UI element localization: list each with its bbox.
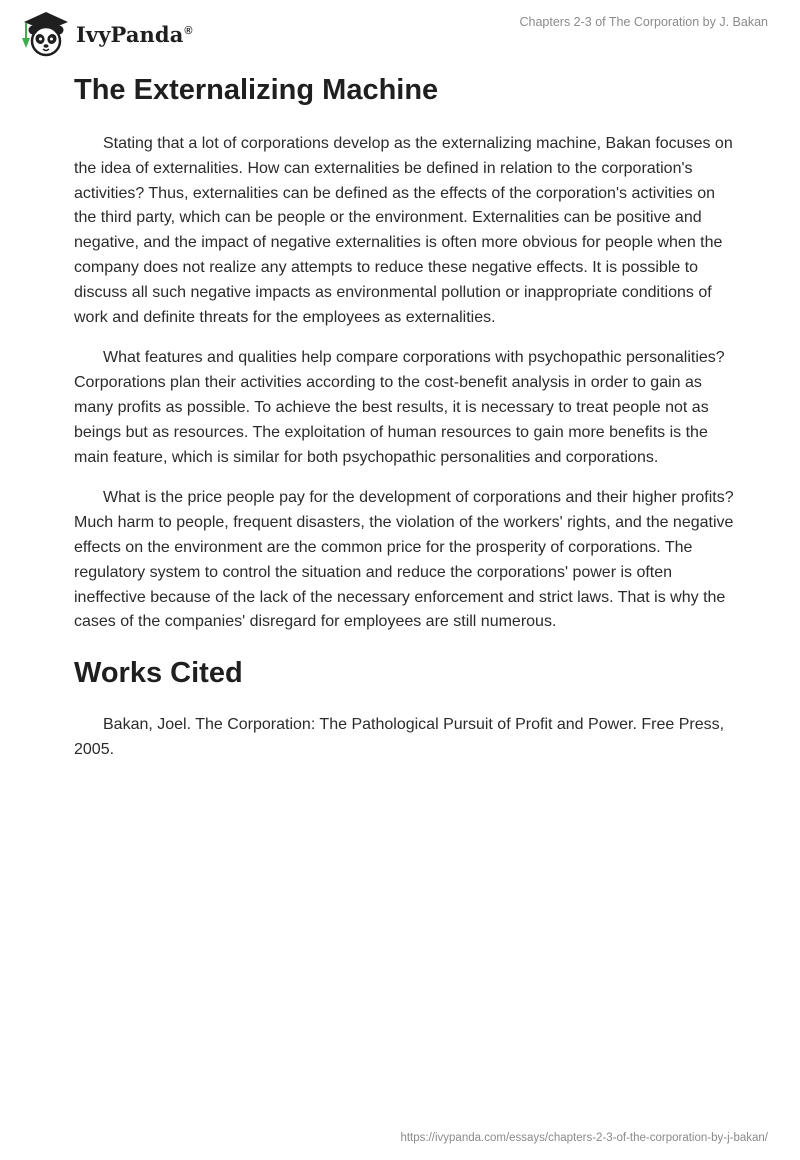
- source-url-link[interactable]: https://ivypanda.com/essays/chapters-2-3-of-the-corporation-by-j-bakan/: [400, 1132, 768, 1144]
- paragraph: What is the price people pay for the development of corporations and their higher profits? Much harm to people, frequent disasters, the violation of the workers' rights, and the negative effects on the environment are the common price for the prosperity of corporations. The regulatory system to control the situation and reduce the corporations' power is often ineffective because of the lack of the necessary enforcement and strict laws. That is why the cases of the companies' disregard for employees are still numerous.: [74, 489, 734, 631]
- section-heading-externalizing-machine: The Externalizing Machine: [74, 74, 439, 106]
- paragraph: What features and qualities help compare corporations with psychopathic personalities? Corporations plan their activities according to the cost-benefit analysis in order to gain as many profits as possible. To achieve the best results, it is necessary to treat people not as beings but as resources. The exploitation of human resources to gain more benefits is the main feature, which is similar for both psychopathic personalities and corporations.: [74, 349, 725, 466]
- essay-content: [74, 70, 734, 779]
- citation-entry: Bakan, Joel. The Corporation: The Pathological Pursuit of Profit and Power. Free Press, 2005.: [74, 716, 725, 758]
- paragraph: Stating that a lot of corporations develop as the externalizing machine, Bakan focuses on the idea of externalities. How can externalities be defined in relation to the corporation's activities? Thus, externalities can be defined as the effects of the corporation's activities on the third party, which can be people or the environment. Externalities can be positive and negative, and the impact of negative externalities is often more obvious for people when the company does not realize any attempts to reduce these negative effects. It is possible to discuss all such negative impacts as environmental pollution or inappropriate conditions of work and definite threats for the employees as externalities.: [74, 135, 733, 326]
- section-heading-works-cited: Works Cited: [74, 657, 243, 690]
- logo-wordmark: IvyPanda®: [76, 21, 193, 47]
- page-header: [0, 0, 800, 64]
- ivypanda-logo[interactable]: [16, 8, 193, 58]
- panda-graduate-icon: [16, 8, 72, 58]
- document-title: Chapters 2-3 of The Corporation by J. Bakan: [519, 15, 768, 29]
- registered-mark: ®: [184, 24, 193, 37]
